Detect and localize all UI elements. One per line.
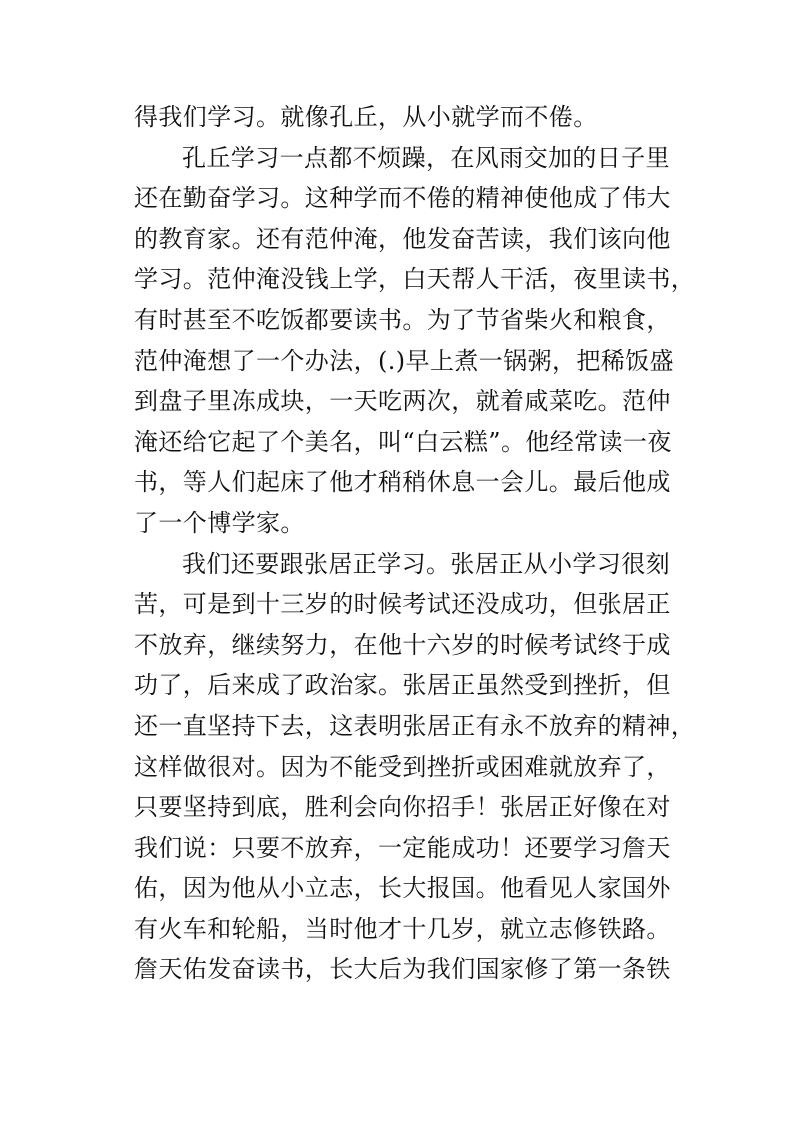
text-line: 得我们学习。就像孔丘，从小就学而不倦。	[134, 103, 598, 131]
text-line: 苦，可是到十三岁的时候考试还没成功，但张居正	[134, 590, 671, 619]
text-line: 的教育家。还有范仲淹，他发奋苦读，我们该向他	[134, 224, 671, 253]
paragraph-start-line: 孔丘学习一点都不烦躁，在风雨交加的日子里	[182, 143, 670, 172]
text-line: 有时甚至不吃饭都要读书。为了节省柴火和粮食，	[134, 305, 671, 334]
text-line: 这样做很对。因为不能受到挫折或困难就放弃了，	[134, 752, 671, 781]
text-line: 我们说：只要不放弃，一定能成功！还要学习詹天	[134, 833, 671, 862]
text-line: 佑，因为他从小立志，长大报国。他看见人家国外	[134, 874, 671, 903]
text-line: 到盘子里冻成块，一天吃两次，就着咸菜吃。范仲	[134, 387, 671, 416]
text-line: 学习。范仲淹没钱上学，白天帮人干活，夜里读书，	[134, 265, 696, 294]
text-line: 了一个博学家。	[134, 508, 305, 537]
text-line: 只要坚持到底，胜利会向你招手！张居正好像在对	[134, 793, 671, 822]
text-line: 淹还给它起了个美名，叫“白云糕”。他经常读一夜	[134, 427, 672, 456]
text-line: 有火车和轮船，当时他才十几岁，就立志修铁路。	[134, 914, 671, 943]
text-line: 书，等人们起床了他才稍稍休息一会儿。最后他成	[134, 468, 671, 497]
text-line: 还一直坚持下去，这表明张居正有永不放弃的精神，	[134, 711, 696, 740]
text-line: 不放弃，继续努力，在他十六岁的时候考试终于成	[134, 630, 671, 659]
text-line: 功了，后来成了政治家。张居正虽然受到挫折，但	[134, 671, 671, 700]
paragraph-start-line: 我们还要跟张居正学习。张居正从小学习很刻	[182, 549, 670, 578]
text-line: 还在勤奋学习。这种学而不倦的精神使他成了伟大	[134, 184, 671, 213]
essay-body	[134, 97, 696, 990]
text-line: 范仲淹想了一个办法，(.)早上煮一锅粥，把稀饭盛	[134, 346, 674, 375]
text-line: 詹天佑发奋读书，长大后为我们国家修了第一条铁	[134, 955, 671, 984]
